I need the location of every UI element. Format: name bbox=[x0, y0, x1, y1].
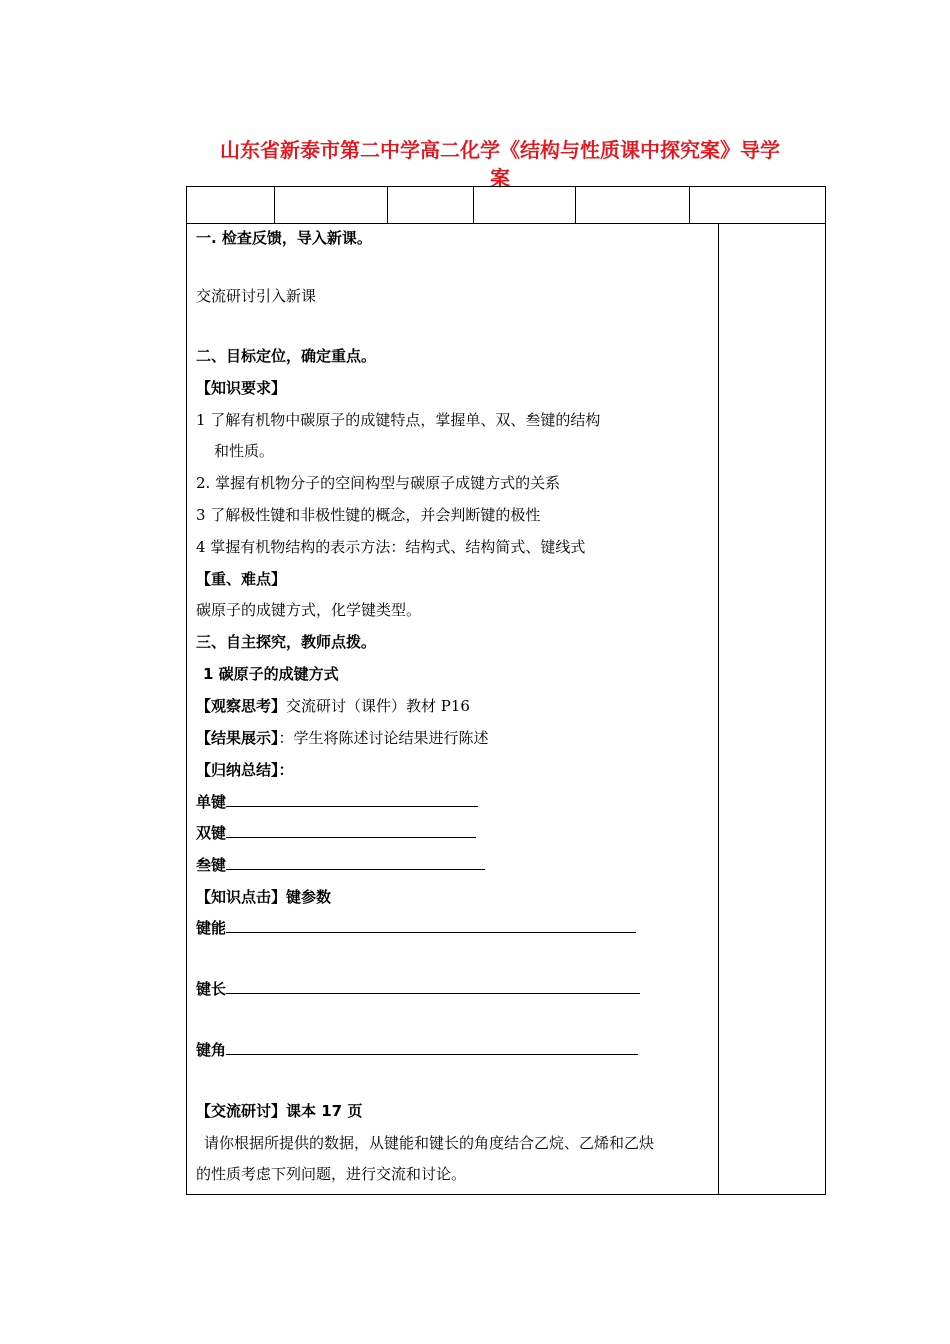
result-line bbox=[196, 728, 489, 748]
exchange-text-line-1: 请你根据所提供的数据，从键能和键长的角度结合乙烷、乙烯和乙炔 bbox=[204, 1134, 655, 1152]
requirement-2: 2. 掌握有机物分子的空间构型与碳原子成键方式的关系 bbox=[196, 474, 561, 492]
notes-column-divider bbox=[718, 223, 719, 1194]
observe-line bbox=[196, 696, 470, 716]
bond-angle-blank[interactable] bbox=[226, 1040, 638, 1055]
single-bond-label: 单键 bbox=[196, 793, 227, 811]
bond-length-line bbox=[196, 979, 640, 999]
section-1-heading: 一. 检查反馈，导入新课。 bbox=[196, 229, 372, 247]
subsection-1-heading: 1 碳原子的成键方式 bbox=[203, 665, 339, 683]
result-label: 【结果展示】 bbox=[196, 729, 279, 747]
header-cell-divider bbox=[387, 187, 388, 223]
key-points-label: 【重、难点】 bbox=[196, 570, 287, 588]
bond-length-blank[interactable] bbox=[226, 979, 640, 994]
section-1-text: 交流研讨引入新课 bbox=[196, 287, 317, 305]
header-table-row bbox=[186, 186, 826, 224]
triple-bond-line bbox=[196, 855, 485, 875]
double-bond-line bbox=[196, 823, 476, 843]
header-cell-divider bbox=[274, 187, 275, 223]
bond-energy-line bbox=[196, 918, 636, 938]
triple-bond-label: 叁键 bbox=[196, 856, 227, 874]
single-bond-blank[interactable] bbox=[226, 792, 478, 807]
bond-length-label: 键长 bbox=[196, 980, 227, 998]
document-title-line-2: 案 bbox=[490, 166, 510, 190]
exchange-discussion-label: 【交流研讨】课本 17 页 bbox=[196, 1102, 363, 1120]
result-text: ：学生将陈述讨论结果进行陈述 bbox=[278, 729, 489, 747]
header-cell-divider bbox=[689, 187, 690, 223]
observe-text: 交流研讨（课件）教材 P16 bbox=[286, 697, 470, 715]
section-2-heading: 二、目标定位，确定重点。 bbox=[196, 347, 377, 365]
requirement-1-line-2: 和性质。 bbox=[214, 442, 275, 460]
bond-energy-blank[interactable] bbox=[226, 918, 636, 933]
document-title-line-1: 山东省新泰市第二中学高二化学《结构与性质课中探究案》导学 bbox=[220, 138, 780, 162]
bond-angle-line bbox=[196, 1040, 638, 1060]
header-cell-divider bbox=[575, 187, 576, 223]
summary-label: 【归纳总结】： bbox=[196, 761, 294, 779]
requirement-1-line-1: 1 了解有机物中碳原子的成键特点，掌握单、双、叁键的结构 bbox=[196, 411, 601, 429]
document-title bbox=[180, 136, 820, 192]
knowledge-point-label: 【知识点击】键参数 bbox=[196, 888, 332, 906]
header-cell-divider bbox=[473, 187, 474, 223]
requirement-4: 4 掌握有机物结构的表示方法：结构式、结构简式、键线式 bbox=[196, 538, 586, 556]
requirement-3: 3 了解极性键和非极性键的概念，并会判断键的极性 bbox=[196, 506, 541, 524]
section-3-heading: 三、自主探究，教师点拨。 bbox=[196, 633, 377, 651]
bond-energy-label: 键能 bbox=[196, 919, 227, 937]
bond-angle-label: 键角 bbox=[196, 1041, 227, 1059]
observe-label: 【观察思考】 bbox=[196, 697, 287, 715]
triple-bond-blank[interactable] bbox=[226, 855, 485, 870]
double-bond-label: 双键 bbox=[196, 824, 227, 842]
double-bond-blank[interactable] bbox=[226, 823, 476, 838]
knowledge-requirements-label: 【知识要求】 bbox=[196, 379, 287, 397]
exchange-text-line-2: 的性质考虑下列问题，进行交流和讨论。 bbox=[196, 1165, 467, 1183]
key-points-text: 碳原子的成键方式，化学键类型。 bbox=[196, 601, 422, 619]
single-bond-line bbox=[196, 792, 478, 812]
